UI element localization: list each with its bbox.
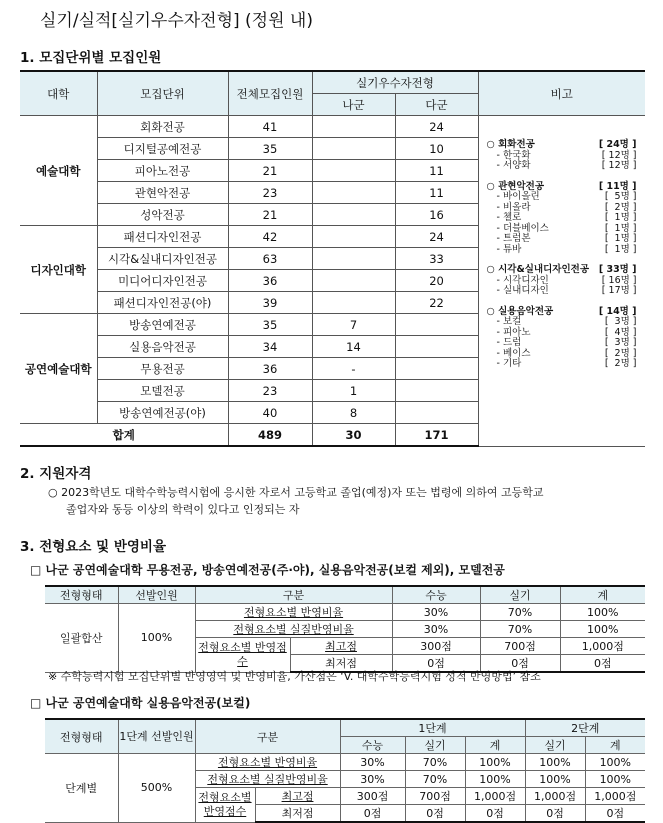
cell: 0점 bbox=[465, 805, 525, 823]
th-sub: 계 bbox=[585, 737, 645, 754]
note-item-count: [ 3명 ] bbox=[604, 316, 637, 327]
da-cell bbox=[395, 314, 478, 336]
th-stage-2: 2단계 bbox=[525, 719, 645, 737]
cell: 1,000점 bbox=[465, 788, 525, 805]
header-total: 전체모집인원 bbox=[228, 71, 312, 116]
note-name: ○ 관현악전공 bbox=[486, 180, 544, 192]
cell: 700점 bbox=[480, 638, 560, 655]
header-na: 나군 bbox=[312, 94, 395, 116]
note-item bbox=[487, 245, 637, 256]
unit-cell: 피아노전공 bbox=[97, 160, 228, 182]
unit-cell: 패션디자인전공 bbox=[97, 226, 228, 248]
note-item bbox=[487, 161, 637, 172]
th-stage-1: 1단계 bbox=[340, 719, 525, 737]
selection-cell: 500% bbox=[118, 754, 195, 823]
row-label: 전형요소별 반영비율 bbox=[195, 604, 392, 621]
da-cell: 20 bbox=[395, 270, 478, 292]
unit-cell: 무용전공 bbox=[97, 358, 228, 380]
total-cell: 21 bbox=[228, 160, 312, 182]
cell: 70% bbox=[405, 754, 465, 771]
note-item-name: - 기타 bbox=[496, 358, 522, 369]
na-cell bbox=[312, 270, 395, 292]
header-college: 대학 bbox=[20, 71, 97, 116]
cell: 30% bbox=[392, 604, 480, 621]
th-sum: 계 bbox=[560, 586, 645, 604]
total-cell: 34 bbox=[228, 336, 312, 358]
eligibility-text-cont: 졸업자와 동등 이상의 학력이 있다고 인정되는 자 bbox=[66, 503, 300, 516]
total-cell: 39 bbox=[228, 292, 312, 314]
cell: 300점 bbox=[392, 638, 480, 655]
recruitment-table bbox=[20, 70, 645, 447]
note-item bbox=[487, 338, 637, 349]
cell: 0점 bbox=[405, 805, 465, 823]
cell: 1,000점 bbox=[585, 788, 645, 805]
section-3-heading: 3. 전형요소 및 반영비율 bbox=[20, 539, 166, 555]
cell: 100% bbox=[525, 754, 585, 771]
note-item-name: - 더블베이스 bbox=[496, 222, 549, 234]
note-group bbox=[487, 265, 637, 276]
th-sub: 계 bbox=[465, 737, 525, 754]
type-cell: 단계별 bbox=[45, 754, 118, 823]
note-item-name: - 드럼 bbox=[496, 337, 522, 348]
total-cell: 36 bbox=[228, 358, 312, 380]
row-label: 전형요소별 실질반영비율 bbox=[195, 771, 340, 788]
na-cell: 1 bbox=[312, 380, 395, 402]
note-name: ○ 실용음악전공 bbox=[486, 305, 554, 317]
th-csat: 수능 bbox=[392, 586, 480, 604]
header-unit: 모집단위 bbox=[97, 71, 228, 116]
th-practical: 실기 bbox=[480, 586, 560, 604]
th-sub: 실기 bbox=[405, 737, 465, 754]
na-cell bbox=[312, 204, 395, 226]
page-title: 실기/실적[실기우수자전형] (정원 내) bbox=[40, 11, 313, 31]
ratio-table-1 bbox=[45, 585, 645, 673]
subsection-1-heading: □ 나군 공연예술대학 무용전공, 방송연예전공(주·야), 실용음악전공(보컬 제외), 모델전공 bbox=[30, 563, 505, 577]
header-da: 다군 bbox=[395, 94, 478, 116]
th-category: 구분 bbox=[195, 586, 392, 604]
na-cell: 7 bbox=[312, 314, 395, 336]
total-cell: 42 bbox=[228, 226, 312, 248]
unit-cell: 미디어디자인전공 bbox=[97, 270, 228, 292]
total-cell: 40 bbox=[228, 402, 312, 424]
note-item-count: [ 1명 ] bbox=[604, 212, 637, 223]
cell: 700점 bbox=[405, 788, 465, 805]
note-item-count: [ 2명 ] bbox=[604, 358, 637, 369]
unit-cell: 시각&실내디자인전공 bbox=[97, 248, 228, 270]
note-count: [ 33명 ] bbox=[598, 264, 637, 275]
note-item-count: [ 12명 ] bbox=[601, 149, 637, 161]
cell: 100% bbox=[560, 621, 645, 638]
note-item bbox=[487, 286, 637, 297]
da-cell: 11 bbox=[395, 160, 478, 182]
da-cell: 10 bbox=[395, 138, 478, 160]
na-total-cell: 30 bbox=[312, 424, 395, 447]
total-cell: 35 bbox=[228, 138, 312, 160]
note-item-count: [ 1명 ] bbox=[604, 243, 637, 255]
cell: 0점 bbox=[480, 655, 560, 673]
unit-cell: 관현악전공 bbox=[97, 182, 228, 204]
row-group-label: 전형요소별 반영점수 bbox=[195, 788, 255, 823]
na-cell bbox=[312, 292, 395, 314]
cell: 100% bbox=[585, 771, 645, 788]
na-cell bbox=[312, 138, 395, 160]
note-item-count: [ 17명 ] bbox=[601, 285, 637, 296]
section-1-heading: 1. 모집단위별 모집인원 bbox=[20, 50, 162, 66]
total-label: 합계 bbox=[20, 424, 228, 447]
cell: 100% bbox=[525, 771, 585, 788]
row-label: 전형요소별 반영비율 bbox=[195, 754, 340, 771]
total-cell: 21 bbox=[228, 204, 312, 226]
note-item-name: - 튜바 bbox=[496, 243, 522, 255]
college-cell: 예술대학 bbox=[20, 116, 97, 226]
th-sub: 실기 bbox=[525, 737, 585, 754]
da-cell: 16 bbox=[395, 204, 478, 226]
header-group: 실기우수자전형 bbox=[312, 71, 478, 94]
note-item bbox=[487, 234, 637, 245]
note-count: [ 14명 ] bbox=[598, 305, 637, 317]
footnote: ※ 수학능력시험 모집단위별 반영영역 및 반영비율, 가산점은 ‘V. 대학수학능력시험 성적 반영방법’ 참조 bbox=[48, 670, 541, 683]
subsection-2-heading: □ 나군 공연예술대학 실용음악전공(보컬) bbox=[30, 696, 251, 710]
unit-cell: 성악전공 bbox=[97, 204, 228, 226]
da-cell: 24 bbox=[395, 116, 478, 138]
cell: 100% bbox=[585, 754, 645, 771]
total-cell: 63 bbox=[228, 248, 312, 270]
cell: 100% bbox=[465, 771, 525, 788]
total-cell: 489 bbox=[228, 424, 312, 447]
note-count: [ 24명 ] bbox=[598, 139, 637, 150]
note-count: [ 11명 ] bbox=[598, 180, 637, 192]
unit-cell: 패션디자인전공(야) bbox=[97, 292, 228, 314]
note-item-name: - 트럼본 bbox=[496, 233, 531, 244]
th-selection: 1단계 선발인원 bbox=[118, 719, 195, 754]
da-cell bbox=[395, 380, 478, 402]
note-item-count: [ 2명 ] bbox=[604, 201, 637, 213]
da-cell: 33 bbox=[395, 248, 478, 270]
na-cell: 14 bbox=[312, 336, 395, 358]
na-cell: 8 bbox=[312, 402, 395, 424]
cell: 30% bbox=[392, 621, 480, 638]
th-category: 구분 bbox=[195, 719, 340, 754]
da-cell: 22 bbox=[395, 292, 478, 314]
da-cell bbox=[395, 358, 478, 380]
total-cell: 35 bbox=[228, 314, 312, 336]
row-label: 최저점 bbox=[290, 655, 392, 673]
cell: 0점 bbox=[392, 655, 480, 673]
unit-cell: 방송연예전공 bbox=[97, 314, 228, 336]
note-item bbox=[487, 192, 637, 203]
note-item-count: [ 16명 ] bbox=[601, 274, 637, 286]
na-cell: - bbox=[312, 358, 395, 380]
note-item-name: - 서양화 bbox=[496, 160, 531, 171]
note-item-name: - 바이올린 bbox=[496, 191, 540, 202]
note-item-count: [ 12명 ] bbox=[601, 160, 637, 171]
note-name: ○ 시각&실내디자인전공 bbox=[486, 264, 589, 275]
header-note: 비고 bbox=[478, 71, 645, 116]
cell: 70% bbox=[480, 604, 560, 621]
da-cell bbox=[395, 402, 478, 424]
total-cell: 23 bbox=[228, 380, 312, 402]
cell: 0점 bbox=[585, 805, 645, 823]
cell: 0점 bbox=[525, 805, 585, 823]
row-label: 전형요소별 실질반영비율 bbox=[195, 621, 392, 638]
row-label: 최저점 bbox=[255, 805, 340, 823]
total-cell: 23 bbox=[228, 182, 312, 204]
unit-cell: 실용음악전공 bbox=[97, 336, 228, 358]
note-item-count: [ 1명 ] bbox=[604, 222, 637, 234]
note-item-name: - 시각디자인 bbox=[496, 274, 549, 286]
total-cell: 41 bbox=[228, 116, 312, 138]
unit-cell: 모델전공 bbox=[97, 380, 228, 402]
th-type: 전형형태 bbox=[45, 586, 118, 604]
total-cell: 36 bbox=[228, 270, 312, 292]
note-group bbox=[487, 140, 637, 151]
unit-cell: 디지털공예전공 bbox=[97, 138, 228, 160]
da-cell: 24 bbox=[395, 226, 478, 248]
cell: 30% bbox=[340, 771, 405, 788]
da-total-cell: 171 bbox=[395, 424, 478, 447]
da-cell bbox=[395, 336, 478, 358]
unit-cell: 회화전공 bbox=[97, 116, 228, 138]
note-cell bbox=[478, 116, 645, 447]
cell: 70% bbox=[405, 771, 465, 788]
th-selection: 선발인원 bbox=[118, 586, 195, 604]
note-item-count: [ 1명 ] bbox=[604, 233, 637, 244]
na-cell bbox=[312, 160, 395, 182]
note-item bbox=[487, 213, 637, 224]
cell: 1,000점 bbox=[525, 788, 585, 805]
cell: 100% bbox=[560, 604, 645, 621]
note-name: ○ 회화전공 bbox=[486, 139, 535, 150]
college-cell: 공연예술대학 bbox=[20, 314, 97, 424]
section-2-heading: 2. 지원자격 bbox=[20, 466, 92, 482]
row-label: 최고점 bbox=[290, 638, 392, 655]
eligibility-text: ○ 2023학년도 대학수학능력시험에 응시한 자로서 고등학교 졸업(예정)자 또는 법령에 의하여 고등학교 bbox=[48, 486, 544, 499]
unit-cell: 방송연예전공(야) bbox=[97, 402, 228, 424]
note-item-name: - 피아노 bbox=[496, 326, 531, 338]
th-type: 전형형태 bbox=[45, 719, 118, 754]
row-group-label: 전형요소별 반영점수 bbox=[195, 638, 290, 673]
selection-cell: 100% bbox=[118, 604, 195, 673]
note-item-name: - 첼로 bbox=[496, 212, 522, 223]
note-item-count: [ 3명 ] bbox=[604, 337, 637, 348]
cell: 1,000점 bbox=[560, 638, 645, 655]
note-item-name: - 한국화 bbox=[496, 149, 531, 161]
row-label: 최고점 bbox=[255, 788, 340, 805]
na-cell bbox=[312, 226, 395, 248]
cell: 300점 bbox=[340, 788, 405, 805]
ratio-table-2 bbox=[45, 718, 645, 823]
cell: 70% bbox=[480, 621, 560, 638]
cell: 100% bbox=[465, 754, 525, 771]
na-cell bbox=[312, 116, 395, 138]
na-cell bbox=[312, 182, 395, 204]
note-item bbox=[487, 359, 637, 370]
note-item-count: [ 2명 ] bbox=[604, 347, 637, 359]
th-sub: 수능 bbox=[340, 737, 405, 754]
note-item-name: - 베이스 bbox=[496, 347, 531, 359]
note-item-count: [ 4명 ] bbox=[604, 326, 637, 338]
cell: 0점 bbox=[340, 805, 405, 823]
type-cell: 일괄합산 bbox=[45, 604, 118, 673]
note-item-name: - 비올라 bbox=[496, 201, 531, 213]
college-cell: 디자인대학 bbox=[20, 226, 97, 314]
da-cell: 11 bbox=[395, 182, 478, 204]
na-cell bbox=[312, 248, 395, 270]
note-item bbox=[487, 317, 637, 328]
table-row bbox=[20, 116, 645, 138]
cell: 0점 bbox=[560, 655, 645, 673]
note-item-name: - 실내디자인 bbox=[496, 285, 549, 296]
note-item-count: [ 5명 ] bbox=[604, 191, 637, 202]
cell: 30% bbox=[340, 754, 405, 771]
note-item-name: - 보컬 bbox=[496, 316, 522, 327]
